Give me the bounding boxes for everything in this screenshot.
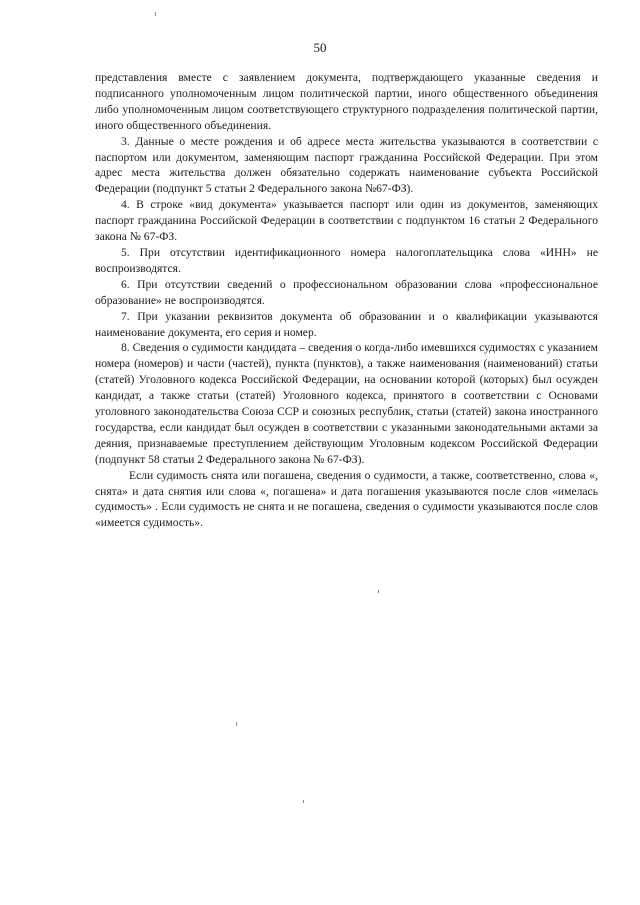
paragraph-item-5: 5. При отсутствии идентификационного номера налогоплательщика слова «ИНН» не воспроизводятся.: [95, 245, 598, 275]
scan-speck: [155, 12, 156, 16]
paragraph-conviction-note: Если судимость снята или погашена, сведения о судимости, а также, соответственно, слова «, снята» и дата снятия или слова «, погашена» и дата погашения указываются после слов «имелась судимость» . Если судимость не снята и не погашена, сведения о судимости указываются после слов «имеется судимость».: [95, 468, 598, 530]
paragraph-item-8: 8. Сведения о судимости кандидата – сведения о когда-либо имевшихся судимостях с указанием номера (номеров) и части (частей), пункта (пунктов), а также наименования (наименований) статьи (статей) Уголовного кодекса Российской Федерации, на основании которой (которых) был осужден кандидат, а также статьи (статей) Уголовного кодекса, принятого в соответствии с Основами уголовного законодательства Союза ССР и союзных республик, статьи (статей) закона иностранного государства, если кандидат был осужден в соответствии с указанными законодательными актами за деяния, признаваемые преступлением действующим Уголовным кодексом Российской Федерации (подпункт 58 статьи 2 Федерального закона № 67-ФЗ).: [95, 341, 598, 466]
paragraph-item-4: 4. В строке «вид документа» указывается паспорт или один из документов, заменяющих паспорт гражданина Российской Федерации в соответствии с подпунктом 16 статьи 2 Федерального закона № 67-ФЗ.: [95, 198, 598, 244]
paragraph-continuation: представления вместе с заявлением документа, подтверждающего указанные сведения и подписанного уполномоченным лицом политической партии, иного общественного объединения либо уполномоченным лицом соответствующего структурного подразделения политической партии, иного общественного объединения.: [95, 71, 598, 132]
paragraph-item-6: 6. При отсутствии сведений о профессиональном образовании слова «профессиональное образование» не воспроизводятся.: [95, 277, 598, 307]
paragraph-item-7: 7. При указании реквизитов документа об образовании и о квалификации указываются наименование документа, его серия и номер.: [95, 309, 598, 339]
scan-speck: [303, 800, 304, 803]
scan-speck: [236, 722, 237, 726]
paragraph-item-3: 3. Данные о месте рождения и об адресе места жительства указываются в соответствии с паспортом или документом, заменяющим паспорт гражданина Российской Федерации. При этом адрес места жительства должен обязательно содержать наименование субъекта Российской Федерации (подпункт 5 статьи 2 Федерального закона №67-ФЗ).: [95, 134, 598, 196]
scan-speck: [378, 590, 379, 593]
page-number: 50: [313, 40, 327, 55]
document-body: [95, 70, 598, 531]
